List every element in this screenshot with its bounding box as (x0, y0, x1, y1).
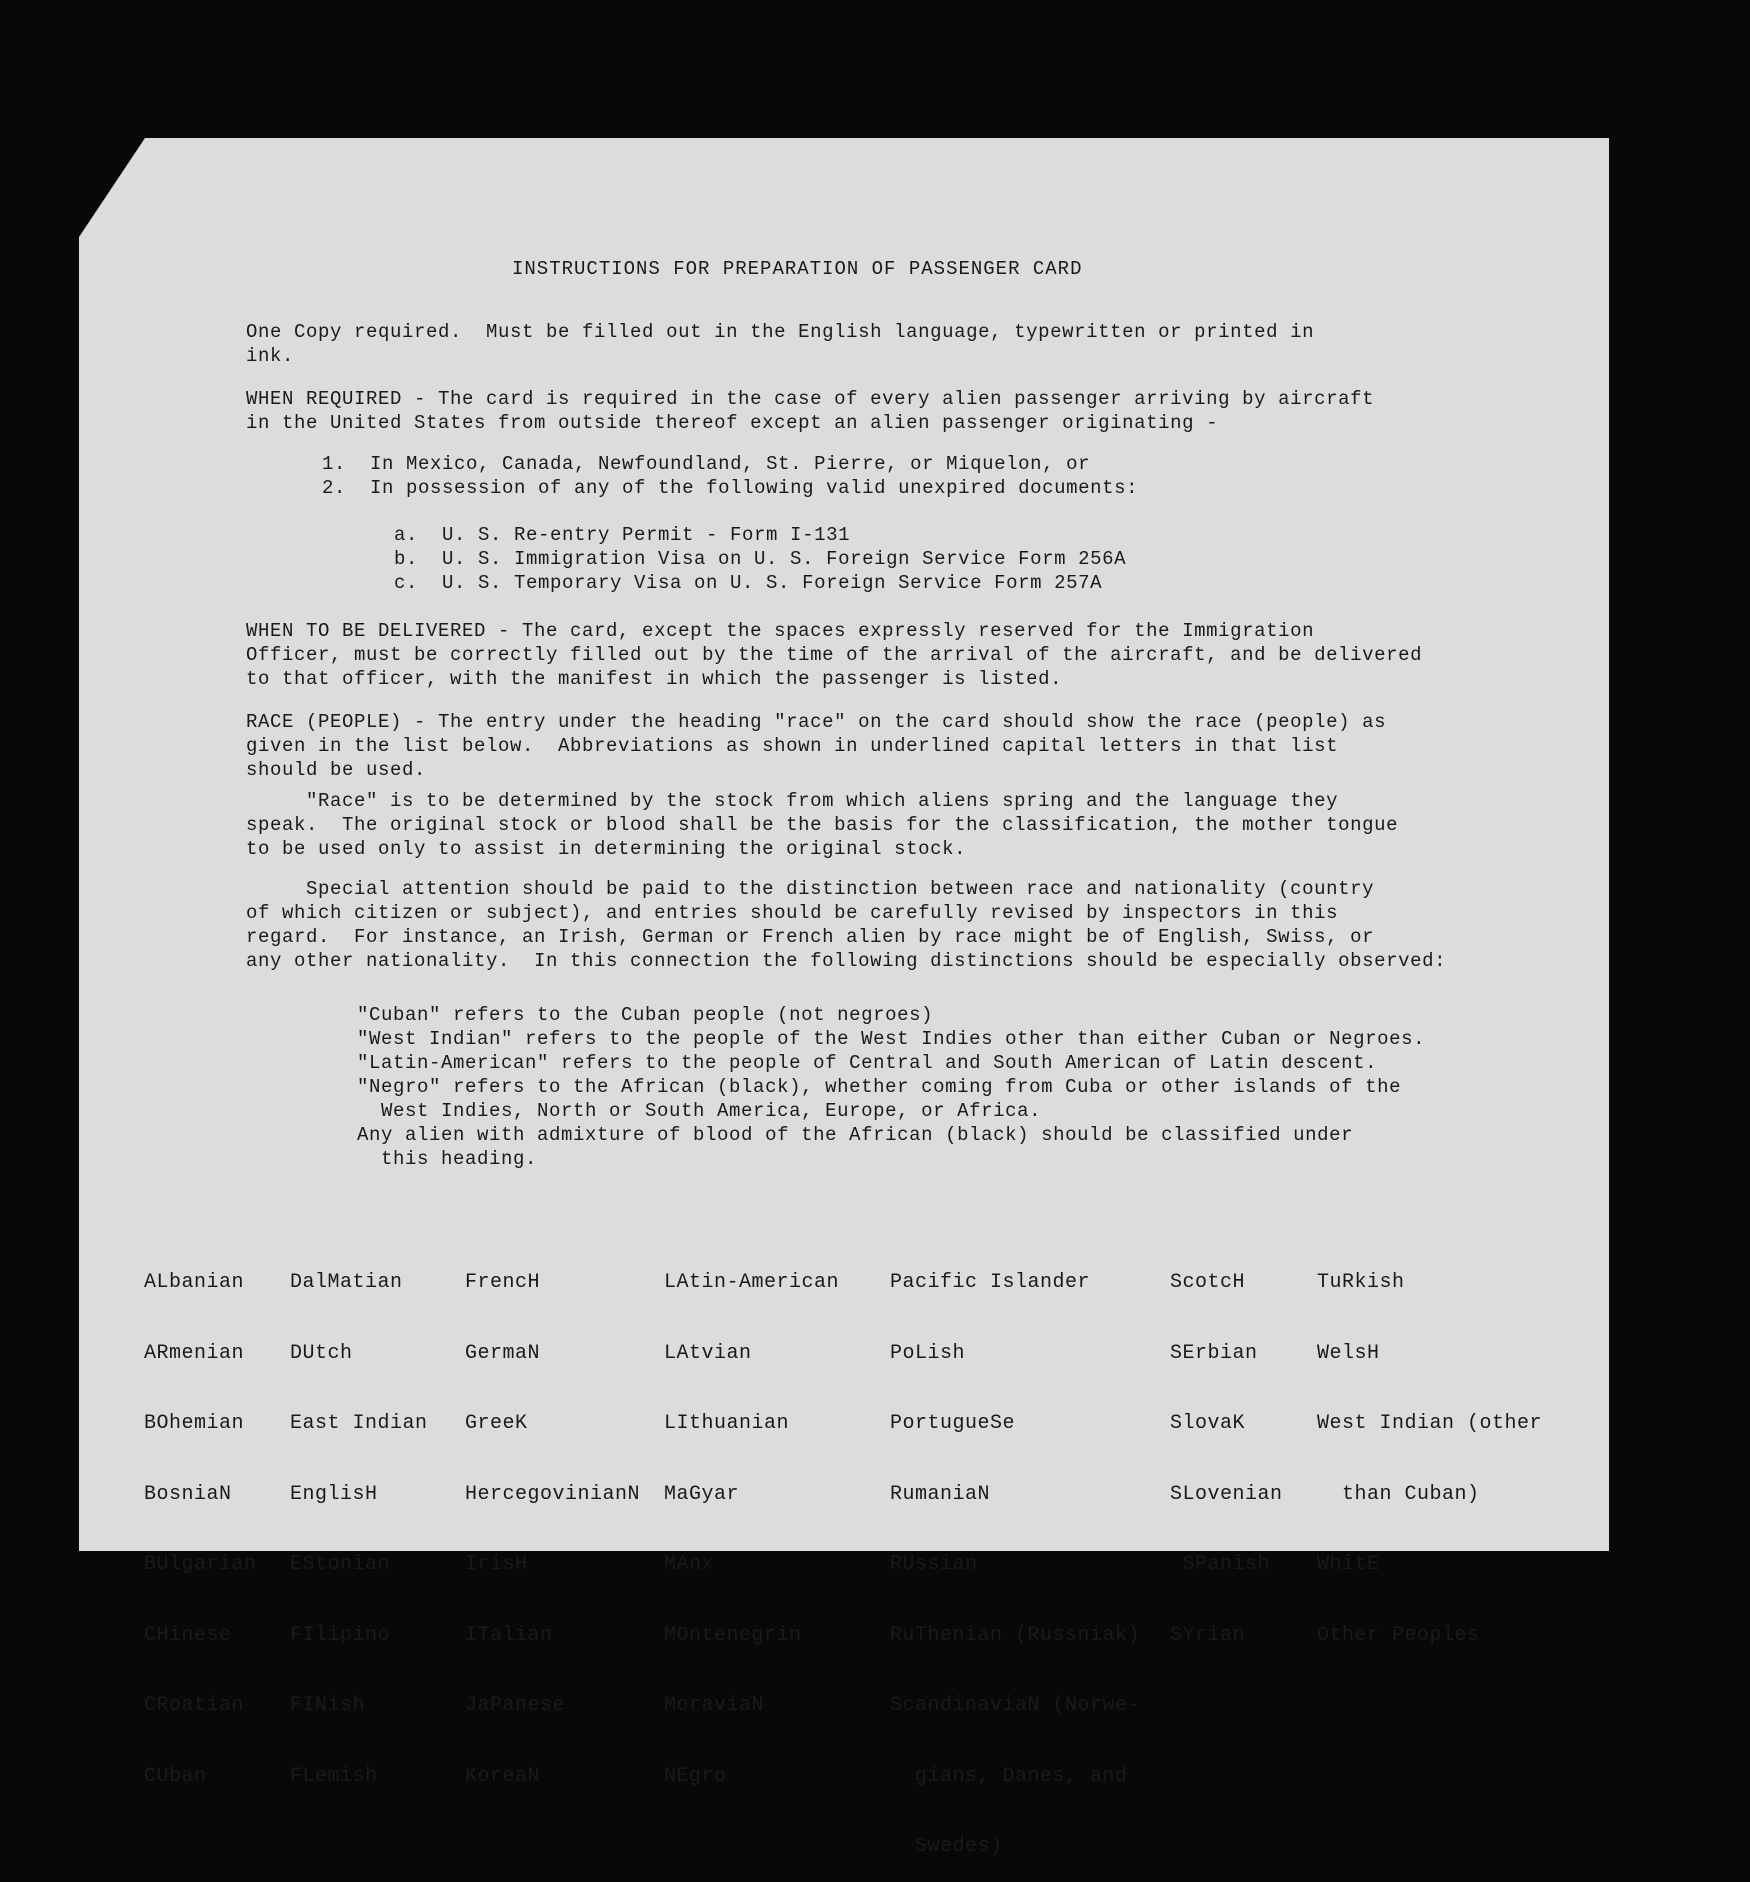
race-people-paragraph: RACE (PEOPLE) - The entry under the heading "race" on the card should show the race (people) as given in the list below. Abbreviations as shown in underlined capital letters in that list should be used. (246, 711, 1387, 781)
race-item: LAtvian (664, 1341, 752, 1365)
race-item: MAnx (664, 1553, 715, 1576)
race-item: than Cuban) (1317, 1482, 1480, 1506)
race-item: NEgro (664, 1764, 727, 1788)
intro-paragraph: One Copy required. Must be filled out in the English language, typewritten or printed in ink. (246, 321, 1315, 367)
race-item: PoLish (890, 1341, 966, 1365)
race-item: RuThenian (Russniak) (890, 1623, 1141, 1647)
race-item: ITalian (465, 1623, 553, 1647)
race-item: FLemish (290, 1764, 378, 1788)
race-item: SLovenian (1170, 1482, 1283, 1506)
race-item: RUssian (890, 1553, 978, 1576)
race-column-3 (465, 1224, 640, 1812)
race-item: East Indian (290, 1412, 428, 1435)
race-item: WhitE (1317, 1553, 1380, 1576)
race-item: PortugueSe (890, 1412, 1016, 1435)
race-item: BUlgarian (144, 1553, 257, 1576)
race-column-1 (144, 1224, 257, 1812)
race-item: DUtch (290, 1341, 353, 1365)
race-item: MaGyar (664, 1482, 740, 1506)
race-item: ScotcH (1170, 1271, 1246, 1294)
race-column-4 (664, 1224, 839, 1812)
race-item: ScandinaviaN (Norwe- (890, 1694, 1141, 1717)
when-required-paragraph: WHEN REQUIRED - The card is required in the case of every alien passenger arriving by aircraft in the United States from outside thereof except an alien passenger originating - (246, 388, 1375, 434)
race-item: ARmenian (144, 1341, 245, 1365)
race-item: HercegovinianN (465, 1482, 641, 1506)
distinctions-list: "Cuban" refers to the Cuban people (not negroes) "West Indian" refers to the people of the West Indies other than either Cuban or Negroes. "Latin-American" refers to the people of Central and South American of Latin descent. "Negro" refers to the African (black), whether coming from Cuba or other islands of the West Indies, North or South America, Europe, or Africa. Any alien with admixture of blood of the African (black) should be classified under this heading. (357, 1004, 1426, 1170)
race-item: BOhemian (144, 1412, 245, 1435)
race-item: CUban (144, 1764, 207, 1788)
race-column-5 (890, 1224, 1140, 1882)
race-item: LIthuanian (664, 1412, 790, 1435)
race-column-6 (1170, 1224, 1283, 1671)
race-item: CRoatian (144, 1694, 245, 1717)
race-column-7 (1317, 1224, 1542, 1671)
race-item: SYrian (1170, 1623, 1246, 1647)
race-item: GreeK (465, 1412, 528, 1435)
race-item: FINish (290, 1694, 366, 1717)
race-item: Swedes) (890, 1835, 1003, 1858)
special-attention-paragraph: Special attention should be paid to the distinction between race and nationality (country of which citizen or subject), and entries should be carefully revised by inspectors in this regard. For instance, an Irish, German or French alien by race might be of English, Swiss, or any other nationality. In this connection the following distinctions should be especially observed: (246, 878, 1447, 972)
race-item: FrencH (465, 1271, 541, 1294)
race-item: SlovaK (1170, 1412, 1246, 1435)
race-item: TuRkish (1317, 1271, 1405, 1294)
document-title: INSTRUCTIONS FOR PREPARATION OF PASSENGER CARD (512, 258, 1083, 280)
when-delivered-paragraph: WHEN TO BE DELIVERED - The card, except the spaces expressly reserved for the Immigration Officer, must be correctly filled out by the time of the arrival of the aircraft, and be delivered to that officer, with the manifest in which the passenger is listed. (246, 620, 1423, 690)
race-item: SPanish (1170, 1553, 1271, 1576)
race-item: JaPanese (465, 1694, 566, 1717)
race-item: SErbian (1170, 1341, 1258, 1365)
race-item: Pacific Islander (890, 1271, 1091, 1294)
race-item: KoreaN (465, 1764, 541, 1788)
race-item: WelsH (1317, 1341, 1380, 1365)
race-item: EStonian (290, 1553, 391, 1576)
race-item: DalMatian (290, 1271, 403, 1294)
race-item: CHinese (144, 1623, 232, 1647)
race-item: FIlipino (290, 1623, 391, 1647)
race-item: West Indian (other (1317, 1412, 1543, 1435)
race-item: LAtin-American (664, 1271, 840, 1294)
race-item: MOntenegrin (664, 1623, 802, 1647)
race-item: RumaniaN (890, 1482, 991, 1506)
race-item: BosniaN (144, 1482, 232, 1506)
race-item: gians, Danes, and (890, 1764, 1128, 1788)
race-item: ALbanian (144, 1271, 245, 1294)
documents-list: a. U. S. Re-entry Permit - Form I-131 b. U. S. Immigration Visa on U. S. Foreign Service Form 256A c. U. S. Temporary Visa on U. S. Foreign Service Form 257A (394, 524, 1127, 594)
race-item: MoraviaN (664, 1694, 765, 1717)
race-definition-paragraph: "Race" is to be determined by the stock from which aliens spring and the language they speak. The original stock or blood shall be the basis for the classification, the mother tongue to be used only to assist in determining the original stock. (246, 790, 1399, 860)
race-item: IrisH (465, 1553, 528, 1576)
race-item: EnglisH (290, 1482, 378, 1506)
race-item: GermaN (465, 1341, 541, 1365)
numbered-list: 1. In Mexico, Canada, Newfoundland, St. Pierre, or Miquelon, or 2. In possession of any of the following valid unexpired documents: (322, 453, 1139, 499)
race-column-2 (290, 1224, 428, 1812)
race-item: Other Peoples (1317, 1623, 1480, 1647)
